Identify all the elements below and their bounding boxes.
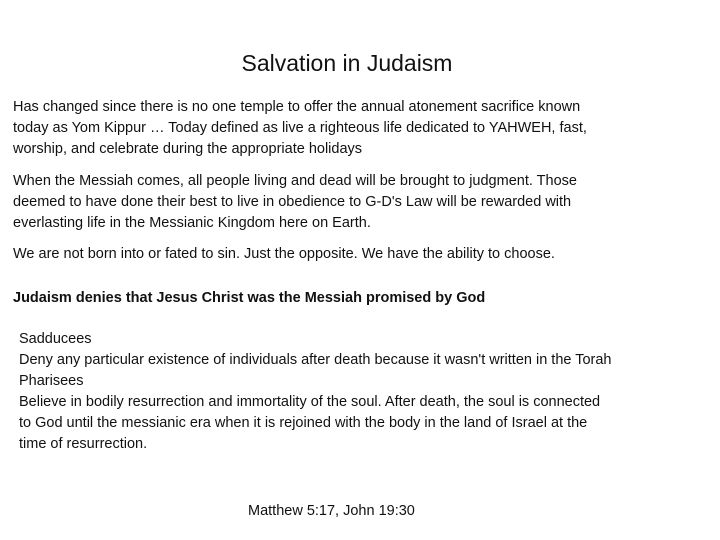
sects-description: [19, 329, 709, 455]
text-line: to God until the messianic era when it is rejoined with the body in the land of Israel at the: [19, 415, 588, 431]
text-line: Deny any particular existence of individuals after death because it wasn't written in the Torah: [19, 352, 612, 368]
sect-name-sadducees: Sadducees: [19, 331, 92, 347]
paragraph-messiah-judgment: [13, 171, 707, 234]
text-line: deemed to have done their best to live in obedience to G-D's Law will be rewarded with: [13, 194, 572, 210]
text-line: time of resurrection.: [19, 436, 148, 452]
sect-name-pharisees: Pharisees: [19, 373, 84, 389]
text-line: Has changed since there is no one temple to offer the annual atonement sacrifice known: [13, 99, 581, 115]
scripture-reference: Matthew 5:17, John 19:30: [248, 503, 415, 519]
paragraph-salvation-changes: [13, 97, 707, 160]
paragraph-messiah-denial: [13, 288, 707, 309]
text-line: today as Yom Kippur … Today defined as live a righteous life dedicated to YAHWEH, fast,: [13, 120, 587, 136]
text-line: Believe in bodily resurrection and immortality of the soul. After death, the soul is connected: [19, 394, 601, 410]
text-line: everlasting life in the Messianic Kingdom here on Earth.: [13, 215, 371, 231]
text-line: worship, and celebrate during the appropriate holidays: [13, 141, 363, 157]
text-line: We are not born into or fated to sin. Just the opposite. We have the ability to choose.: [13, 246, 555, 262]
text-line: When the Messiah comes, all people living and dead will be brought to judgment. Those: [13, 173, 577, 189]
paragraph-not-born-into-sin: [13, 244, 707, 265]
text-line: Judaism denies that Jesus Christ was the Messiah promised by God: [13, 290, 486, 306]
slide-title: Salvation in Judaism: [241, 50, 453, 76]
